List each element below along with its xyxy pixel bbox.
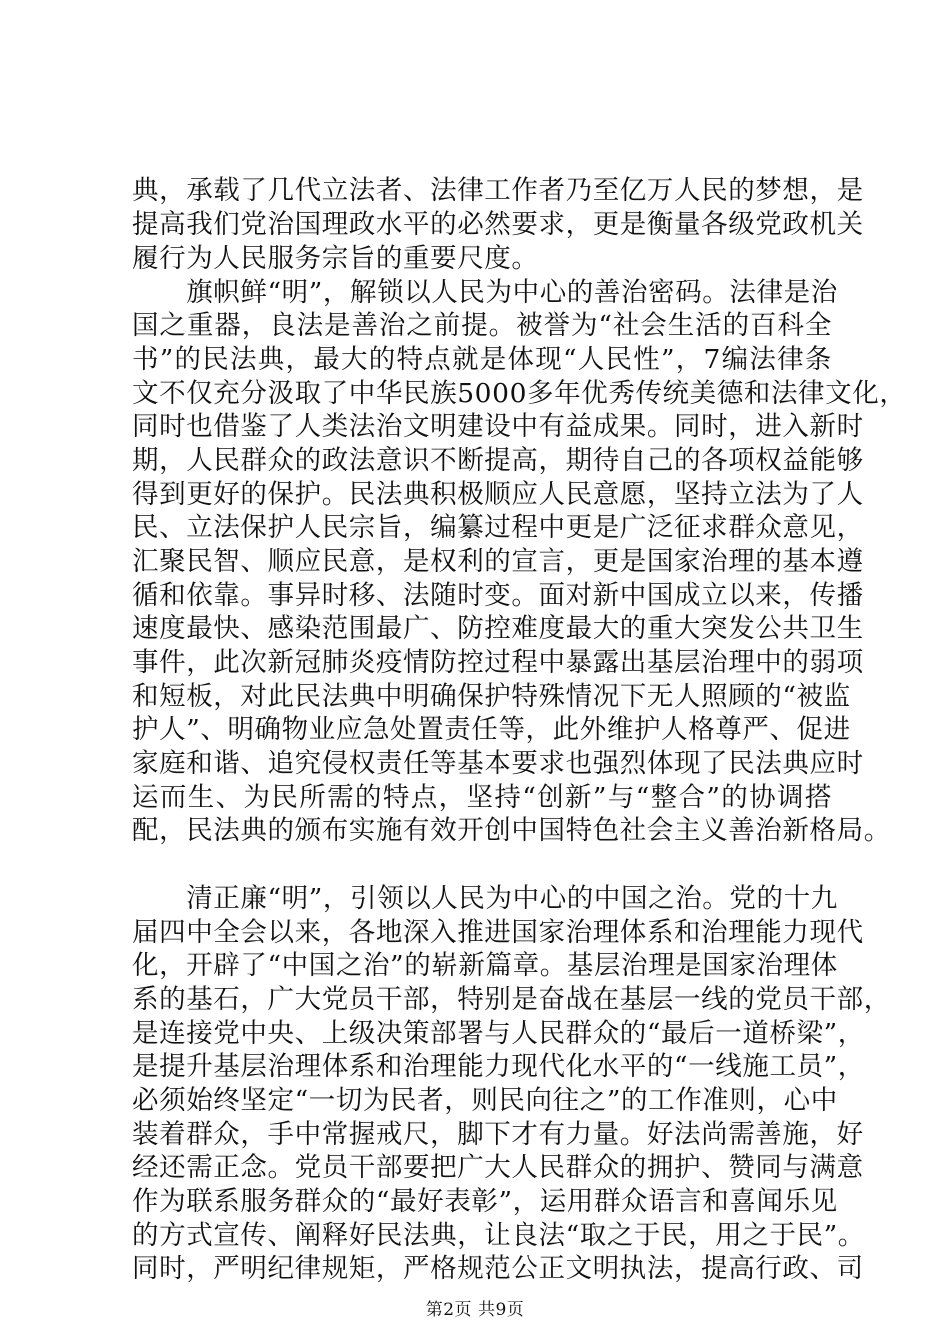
text-line: 同时，严明纪律规矩，严格规范公正文明执法，提高行政、司: [132, 1253, 864, 1284]
text-line: 护人”、明确物业应急处置责任等，此外维护人格尊严、促进: [132, 714, 851, 745]
text-line: 系的基石，广大党员干部，特别是奋战在基层一线的党员干部，: [132, 984, 891, 1015]
text-line: 国之重器，良法是善治之前提。被誉为“社会生活的百科全: [132, 310, 832, 341]
text-line: 同时也借鉴了人类法治文明建设中有益成果。同时，进入新时: [132, 411, 864, 442]
text-line: 提高我们党治国理政水平的必然要求，更是衡量各级党政机关: [132, 209, 864, 240]
text-line: 届四中全会以来，各地深入推进国家治理体系和治理能力现代: [132, 917, 864, 948]
text-line: 和短板，对此民法典中明确保护特殊情况下无人照顾的“被监: [132, 681, 851, 712]
text-line: 速度最快、感染范围最广、防控难度最大的重大突发公共卫生: [132, 613, 864, 644]
text-line: 汇聚民智、顺应民意，是权利的宣言，更是国家治理的基本遵: [132, 546, 864, 577]
text-line: 履行为人民服务宗旨的重要尺度。: [132, 243, 539, 274]
text-line: 旗帜鲜“明”，解锁以人民为中心的善治密码。法律是治: [132, 277, 838, 308]
text-line: 民、立法保护人民宗旨，编纂过程中更是广泛征求群众意见，: [132, 512, 864, 543]
text-line: 清正廉“明”，引领以人民为中心的中国之治。党的十九: [132, 883, 838, 914]
text-line: 必须始终坚定“一切为民者，则民向往之”的工作准则，心中: [132, 1085, 838, 1116]
text-line: 运而生、为民所需的特点，坚持“创新”与“整合”的协调搭: [132, 782, 832, 813]
text-line: 配，民法典的颁布实施有效开创中国特色社会主义善治新格局。: [132, 815, 891, 846]
text-line: 典，承载了几代立法者、法律工作者乃至亿万人民的梦想，是: [132, 175, 864, 206]
text-line: 化，开辟了“中国之治”的崭新篇章。基层治理是国家治理体: [132, 950, 838, 981]
text-line: 期，人民群众的政法意识不断提高，期待自己的各项权益能够: [132, 445, 864, 476]
text-line: 循和依靠。事异时移、法随时变。面对新中国成立以来，传播: [132, 580, 864, 611]
page-footer: 第2页 共9页: [425, 1300, 525, 1320]
text-line: 是连接党中央、上级决策部署与人民群众的“最后一道桥梁”，: [132, 1018, 865, 1049]
text-line: 文不仅充分汲取了中华民族5000多年优秀传统美德和法律文化，: [132, 378, 907, 409]
text-line: 事件，此次新冠肺炎疫情防控过程中暴露出基层治理中的弱项: [132, 647, 864, 678]
text-line: 得到更好的保护。民法典积极顺应人民意愿，坚持立法为了人: [132, 479, 864, 510]
text-line: 作为联系服务群众的“最好表彰”，运用群众语言和喜闻乐见: [132, 1186, 838, 1217]
text-line: 经还需正念。党员干部要把广大人民群众的拥护、赞同与满意: [132, 1152, 864, 1183]
text-line: 是提升基层治理体系和治理能力现代化水平的“一线施工员”，: [132, 1051, 865, 1082]
text-line: 书”的民法典，最大的特点就是体现“人民性”，7编法律条: [132, 344, 832, 375]
text-line: 装着群众，手中常握戒尺，脚下才有力量。好法尚需善施，好: [132, 1119, 864, 1150]
text-line: 的方式宣传、阐释好民法典，让良法“取之于民，用之于民”。: [132, 1220, 865, 1251]
text-line: 家庭和谐、追究侵权责任等基本要求也强烈体现了民法典应时: [132, 748, 864, 779]
